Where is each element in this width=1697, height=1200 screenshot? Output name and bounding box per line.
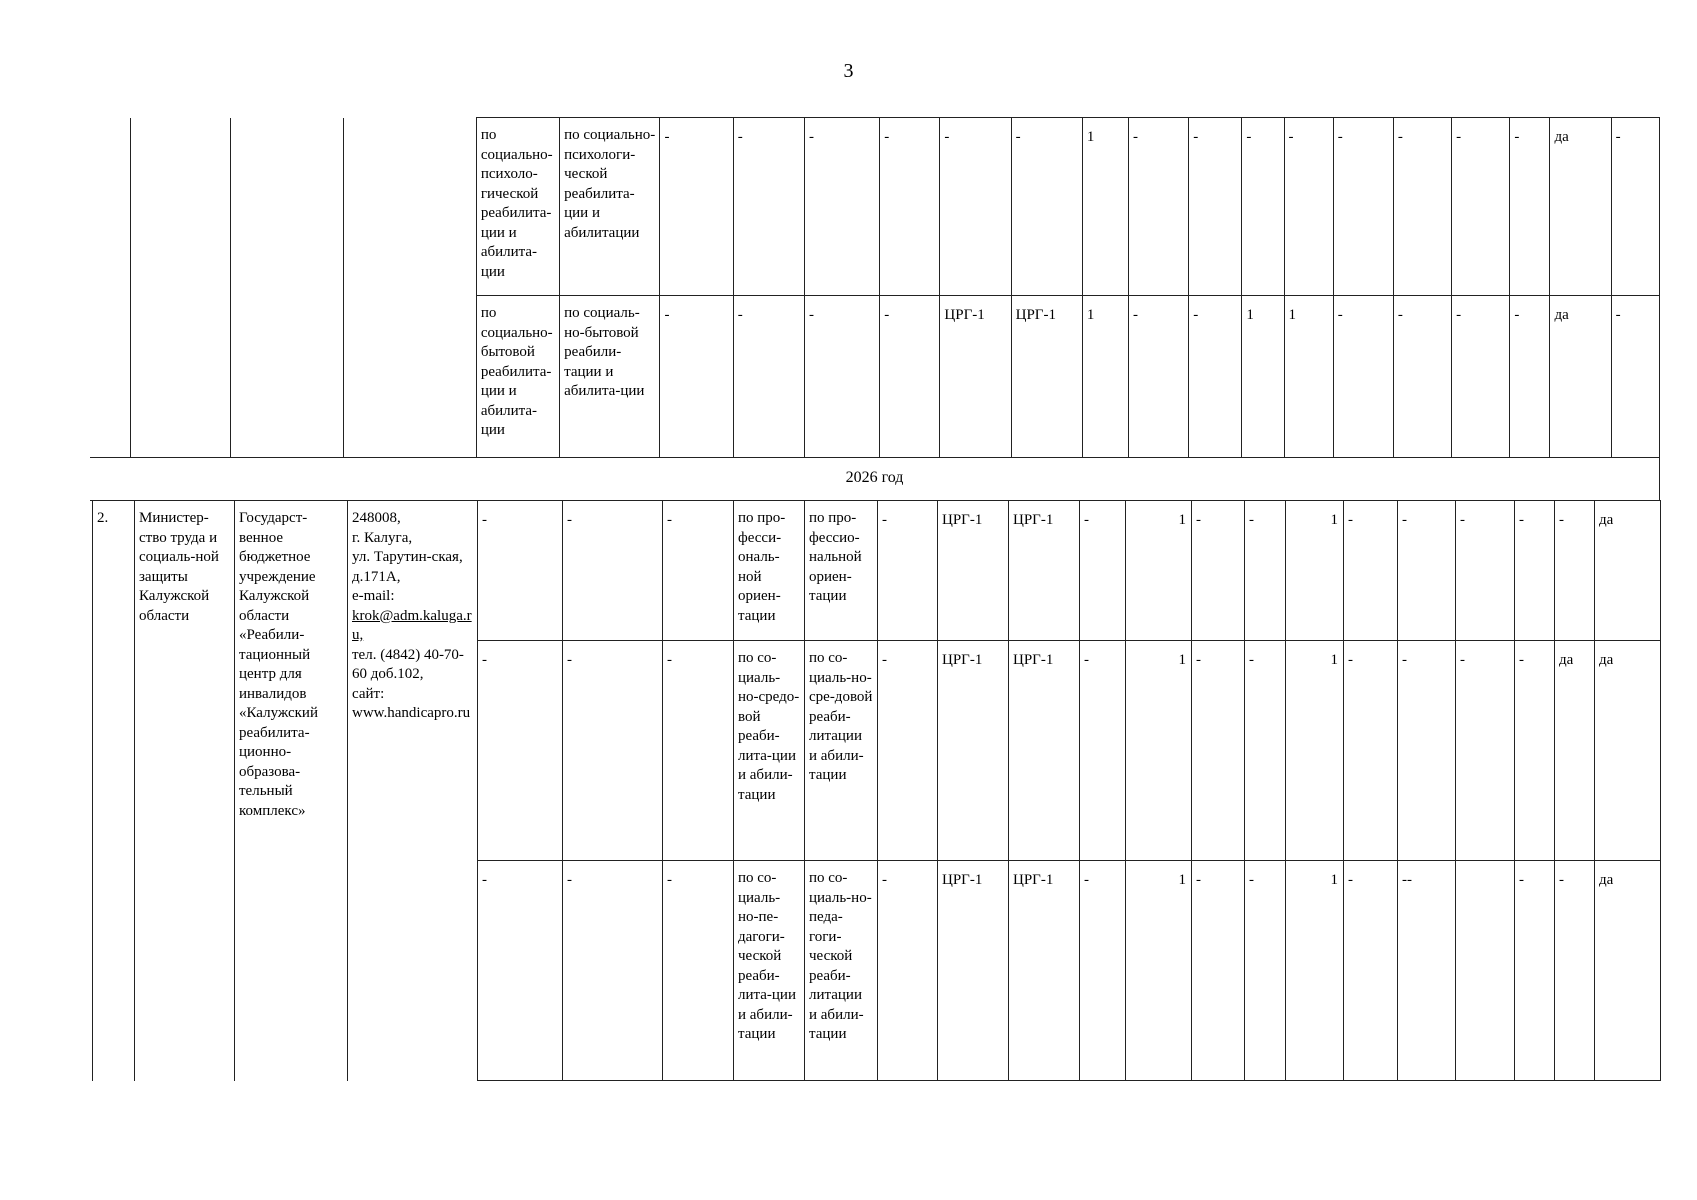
value-cell: - <box>1192 641 1245 861</box>
value-cell: - <box>1192 501 1245 641</box>
value-cell: - <box>1611 118 1659 296</box>
value-cell: - <box>1011 118 1082 296</box>
rehab-type-cell: по про-фессио-нальной ориен-тации <box>805 501 878 641</box>
value-cell: - <box>880 118 940 296</box>
value-cell: 1 <box>1126 641 1192 861</box>
contact-phone: тел. (4842) 40-70-60 доб.102, <box>352 646 464 682</box>
value-cell: - <box>1242 118 1284 296</box>
contact-cell <box>348 501 478 1081</box>
row-number: 2. <box>93 501 135 1081</box>
cell-empty <box>90 118 130 458</box>
value-cell: - <box>1189 296 1242 458</box>
value-cell: - <box>1189 118 1242 296</box>
value-cell: - <box>1393 118 1451 296</box>
value-cell: 1 <box>1284 296 1333 458</box>
value-cell: - <box>663 641 734 861</box>
value-cell: 1 <box>1082 118 1128 296</box>
value-cell: - <box>663 501 734 641</box>
value-cell: - <box>1344 501 1398 641</box>
value-cell: - <box>1452 296 1510 458</box>
cell-empty <box>344 118 476 458</box>
rehab-type-cell: по социально-бытовой реабилита-ции и абилита-ции <box>476 296 559 458</box>
value-cell: - <box>1510 296 1550 458</box>
contact-street: ул. Тарутин-ская, д.171А, <box>352 549 463 585</box>
value-cell: ЦРГ-1 <box>1011 296 1082 458</box>
value-cell: - <box>1284 118 1333 296</box>
value-cell: - <box>1555 501 1595 641</box>
contact-city: г. Калуга, <box>352 529 413 546</box>
value-cell: - <box>804 296 879 458</box>
value-cell: - <box>940 118 1011 296</box>
value-cell: - <box>1452 118 1510 296</box>
value-cell: ЦРГ-1 <box>940 296 1011 458</box>
value-cell: - <box>1611 296 1659 458</box>
value-cell: - <box>663 861 734 1081</box>
table-block-1 <box>90 117 1660 501</box>
value-cell: 1 <box>1242 296 1284 458</box>
value-cell: ЦРГ-1 <box>938 861 1009 1081</box>
contact-site-label: сайт: <box>352 685 385 702</box>
value-cell: - <box>478 641 563 861</box>
value-cell: да <box>1595 501 1661 641</box>
value-cell: - <box>478 501 563 641</box>
ministry-cell: Министер-ство труда и социаль-ной защиты Калужской области <box>135 501 235 1081</box>
value-cell: - <box>1192 861 1245 1081</box>
value-cell: да <box>1595 641 1661 861</box>
value-cell: - <box>1515 861 1555 1081</box>
value-cell: - <box>1515 641 1555 861</box>
value-cell: - <box>660 296 733 458</box>
value-cell: - <box>1555 861 1595 1081</box>
value-cell: 1 <box>1126 501 1192 641</box>
value-cell: 1 <box>1286 501 1344 641</box>
cell-empty <box>130 118 230 458</box>
value-cell: - <box>878 861 938 1081</box>
value-cell: - <box>1393 296 1451 458</box>
rehab-type-cell: по социально-психоло-гической реабилита-ции и абилита-ции <box>476 118 559 296</box>
rehab-type-cell: по социаль-но-бытовой реабили-тации и абилита-ции <box>560 296 660 458</box>
value-cell <box>1456 861 1515 1081</box>
value-cell: - <box>1245 641 1286 861</box>
rehab-type-cell: по со-циаль-но-сре-довой реаби-литации и абили-тации <box>805 641 878 861</box>
email-link[interactable]: krok@adm.kaluga.ru, <box>352 607 472 643</box>
value-cell: -- <box>1398 861 1456 1081</box>
page-number: 3 <box>843 60 854 82</box>
value-cell: - <box>880 296 940 458</box>
value-cell: - <box>1344 861 1398 1081</box>
value-cell: - <box>1080 861 1126 1081</box>
value-cell: - <box>1333 118 1393 296</box>
value-cell: - <box>1456 501 1515 641</box>
value-cell: ЦРГ-1 <box>938 501 1009 641</box>
value-cell: - <box>1344 641 1398 861</box>
value-cell: - <box>1245 501 1286 641</box>
rehab-type-cell: по со-циаль-но-педа-гоги-ческой реаби-литации и абили-тации <box>805 861 878 1081</box>
value-cell: 1 <box>1286 861 1344 1081</box>
value-cell: - <box>1080 501 1126 641</box>
contact-email-label: e-mail: <box>352 588 395 604</box>
rehab-type-cell: по со-циаль-но-пе-дагоги-ческой реаби-лита-ции и абили-тации <box>734 861 805 1081</box>
value-cell: - <box>733 296 804 458</box>
value-cell: - <box>878 641 938 861</box>
value-cell: - <box>878 501 938 641</box>
value-cell: - <box>563 861 663 1081</box>
value-cell: - <box>1129 118 1189 296</box>
value-cell: - <box>733 118 804 296</box>
value-cell: ЦРГ-1 <box>1009 501 1080 641</box>
rehab-type-cell: по социально-психологи-ческой реабилита-ции и абилитации <box>560 118 660 296</box>
value-cell: да <box>1550 296 1611 458</box>
table-row <box>90 118 1660 296</box>
value-cell: ЦРГ-1 <box>1009 861 1080 1081</box>
value-cell: 1 <box>1126 861 1192 1081</box>
value-cell: - <box>660 118 733 296</box>
value-cell: - <box>1245 861 1286 1081</box>
website-link[interactable]: www.handicapro.ru <box>352 705 471 721</box>
value-cell: - <box>1398 641 1456 861</box>
value-cell: да <box>1550 118 1611 296</box>
year-label: 2026 год <box>90 458 1660 501</box>
rehab-type-cell: по про-фесси-ональ-ной ориен-тации <box>734 501 805 641</box>
year-row <box>90 458 1660 501</box>
cell-empty <box>230 118 343 458</box>
rehab-type-cell: по со-циаль-но-средо-вой реаби-лита-ции и абили-тации <box>734 641 805 861</box>
value-cell: да <box>1555 641 1595 861</box>
value-cell: ЦРГ-1 <box>938 641 1009 861</box>
value-cell: - <box>563 641 663 861</box>
value-cell: - <box>1398 501 1456 641</box>
value-cell: - <box>804 118 879 296</box>
contact-postcode: 248008, <box>352 510 401 526</box>
table-block-2 <box>92 500 1661 1081</box>
value-cell: - <box>1510 118 1550 296</box>
value-cell: - <box>1515 501 1555 641</box>
value-cell: 1 <box>1286 641 1344 861</box>
value-cell: - <box>1129 296 1189 458</box>
institution-cell: Государст-венное бюджетное учреждение Калужской области «Реабили-тационный центр для инвалидов «Калужский реабилита-ционно-образова-тельный комплекс» <box>235 501 348 1081</box>
value-cell: - <box>563 501 663 641</box>
value-cell: ЦРГ-1 <box>1009 641 1080 861</box>
table-row <box>93 501 1661 641</box>
value-cell: - <box>1456 641 1515 861</box>
value-cell: - <box>478 861 563 1081</box>
value-cell: - <box>1333 296 1393 458</box>
value-cell: 1 <box>1082 296 1128 458</box>
value-cell: - <box>1080 641 1126 861</box>
value-cell: да <box>1595 861 1661 1081</box>
